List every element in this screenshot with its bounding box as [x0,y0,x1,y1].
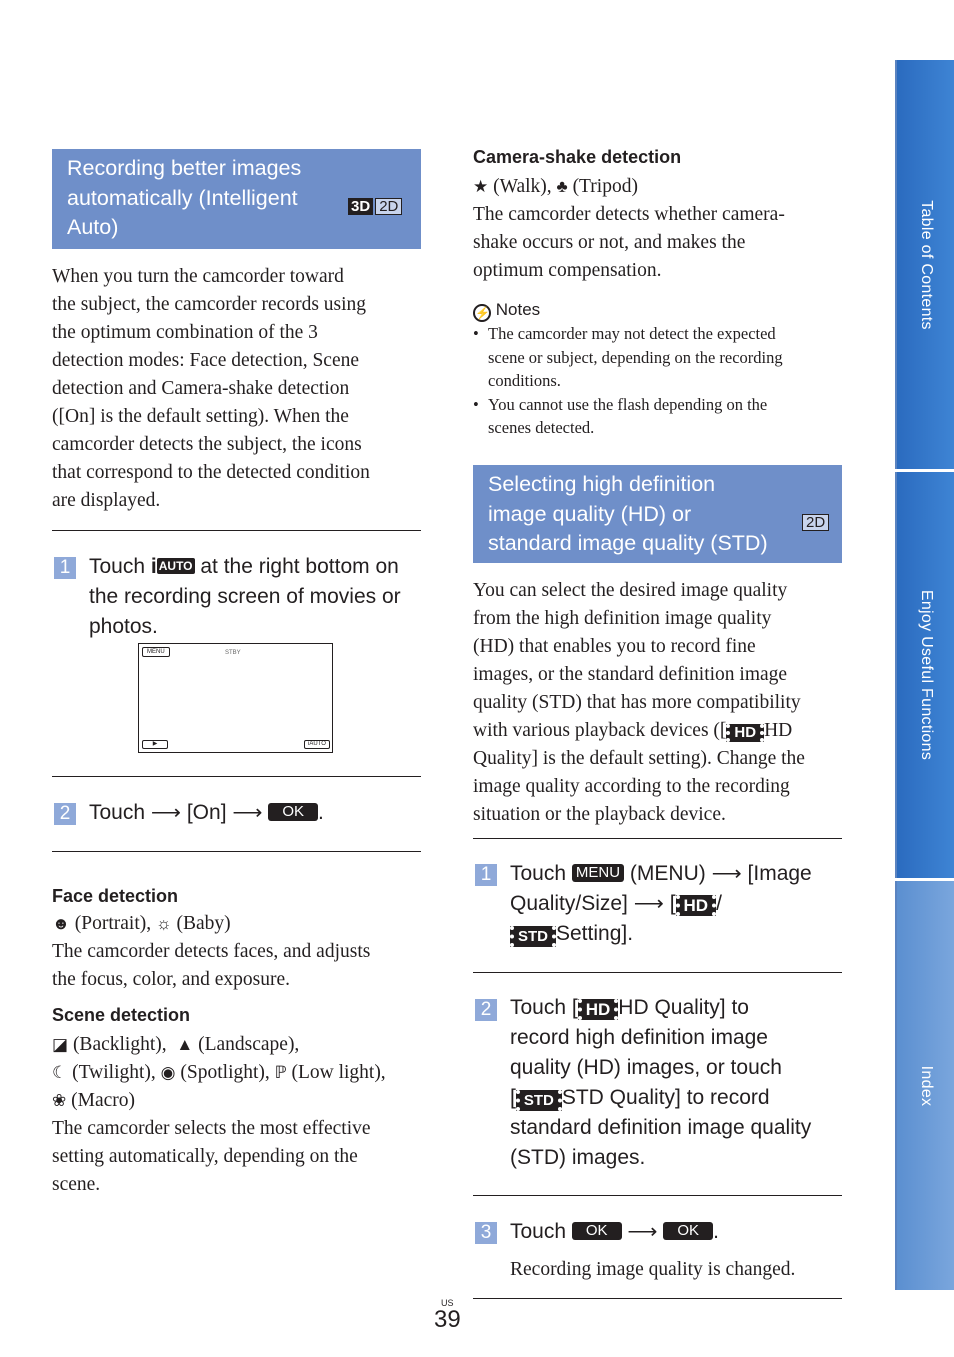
arrow-right-icon: ⟶ [627,1220,658,1243]
step-1-text: Touch MENU (MENU) ⟶ [Image Quality/Size] ⟶ [ HD / STD Setting]. [510,862,812,945]
badge-2d: 2D [375,198,402,215]
tab-index[interactable] [895,881,954,1290]
scene-detection-body: ◪ (Backlight), ▲ (Landscape), ☾ (Twilight), ◉ (Spotlight), ℙ (Low light), ❀ (Macro) The camcorder selects the most effective setting automatically, depending on the scene. [52,1031,422,1199]
tab-enjoy-useful-functions[interactable] [895,472,954,878]
notes-list [473,322,845,440]
step-number: 1 [475,864,497,886]
twilight-icon: ☾ [52,1063,68,1082]
divider [52,851,421,852]
notes-header: ⚡ Notes [475,300,541,320]
face-detection-body: ☻ (Portrait), ☼ (Baby) The camcorder detects faces, and adjusts the focus, color, and exposure. [52,910,422,994]
macro-icon: ❀ [52,1091,67,1110]
screen-playback-button: ▶ [142,740,168,749]
heading-line: Selecting high definition [488,472,716,496]
screen-standby-label: STBY [225,650,241,656]
text-line: ([On] is the default setting). When the [52,406,349,427]
std-quality-button[interactable]: STD [516,1090,562,1111]
recording-screen-illustration [138,643,333,753]
step-number: 2 [475,999,497,1021]
step-number: 1 [54,557,76,579]
badge-3d: 3D [348,198,373,215]
camera-shake-title: Camera-shake detection [473,147,682,167]
step-1-text: Touch i AUTO at the right bottom on the recording screen of movies or photos. [89,555,401,638]
hd-quality-icon: HD [676,895,717,916]
step-2-text: Touch [ HD HD Quality] to record high definition image quality (HD) images, or touch [ STD STD Quality] to record standard definition image quality (STD) images. [510,996,812,1169]
scene-detection-title: Scene detection [52,1005,191,1025]
note-item: • The camcorder may not detect the expected scene or subject, depending on the recording conditions. [473,324,783,390]
tab-label: Table of Contents [917,199,935,330]
divider [52,530,421,531]
divider [473,972,842,973]
tab-table-of-contents[interactable] [895,60,954,469]
hd-quality-icon: HD [726,724,764,742]
step-number: 3 [475,1222,497,1244]
text-line: detection and Camera-shake detection [52,378,350,399]
text-line: detection modes: Face detection, Scene [52,350,360,371]
heading-line: Recording better images [67,156,302,180]
notes-icon: ⚡ [475,306,490,320]
divider [52,776,421,777]
ok-button[interactable]: OK [572,1222,622,1240]
heading-line: Auto) [67,215,119,239]
text-line: are displayed. [52,490,161,511]
low-light-icon: ℙ [274,1063,287,1082]
image-quality-intro: You can select the desired image quality from the high definition image quality (HD) that enables you to record fine images, or the standard definition image quality (STD) that has more compatibility with various playback devices ([ HD HD Quality] is the default setting). Change the image quality according to the recording situation or the playback device. [473,580,805,825]
arrow-right-icon: ⟶ [232,801,263,824]
heading-line: standard image quality (STD) [488,531,768,555]
intro-paragraph [52,263,422,515]
text-line: When you turn the camcorder toward [52,266,344,287]
region-code: US [441,1298,454,1308]
step-2-text: Touch ⟶ [On] ⟶ OK . [89,801,324,824]
landscape-icon: ▲ [176,1035,194,1054]
arrow-right-icon: ⟶ [711,862,742,885]
section-heading-intelligent-auto [52,149,421,249]
text-line: the optimum combination of the 3 [52,322,318,343]
portrait-icon: ☻ [52,914,70,933]
text-line: the subject, the camcorder records using [52,294,367,315]
std-quality-icon: STD [510,926,556,947]
bullet: • [473,394,479,414]
spotlight-icon: ◉ [160,1063,176,1082]
baby-icon: ☼ [156,914,172,933]
badge-2d: 2D [802,514,829,531]
intelligent-auto-icon[interactable]: AUTO [158,559,193,573]
ok-button[interactable]: OK [663,1222,713,1240]
tripod-icon: ♣ [556,177,568,196]
camera-shake-body: ★ (Walk), ♣ (Tripod) The camcorder detects whether camera- shake occurs or not, and makes the optimum compensation. [473,173,843,285]
page-number: 39 [434,1306,461,1333]
heading-line: automatically (Intelligent [67,185,298,210]
info-icon: i [150,555,157,578]
heading-line: image quality (HD) or [488,501,692,526]
divider [473,1195,842,1196]
screen-menu-button: MENU [142,647,170,657]
text-line: camcorder detects the subject, the icons [52,434,362,455]
ok-button[interactable]: OK [268,803,318,821]
divider [473,1298,842,1299]
face-detection-title: Face detection [52,886,179,906]
backlight-icon: ◪ [52,1035,69,1054]
step-3-result: Recording image quality is changed. [510,1259,796,1280]
hd-quality-button[interactable]: HD [578,999,619,1020]
mode-badges [348,190,402,220]
bullet: • [473,324,479,343]
arrow-right-icon: ⟶ [633,892,664,915]
section-heading-image-quality [473,465,842,563]
tab-label: Enjoy Useful Functions [917,589,935,761]
divider [473,838,842,839]
step-3-text: Touch OK ⟶ OK . [510,1220,719,1243]
text-line: that correspond to the detected condition [52,462,370,483]
screen-auto-button: iAUTO [304,740,330,749]
mode-badges [802,506,829,536]
tab-label: Index [917,1065,935,1106]
walk-icon: ★ [473,177,489,196]
arrow-right-icon: ⟶ [150,801,181,824]
note-item: • You cannot use the flash depending on the scenes detected. [473,394,768,437]
step-number: 2 [54,803,76,825]
menu-button[interactable]: MENU [572,864,624,882]
